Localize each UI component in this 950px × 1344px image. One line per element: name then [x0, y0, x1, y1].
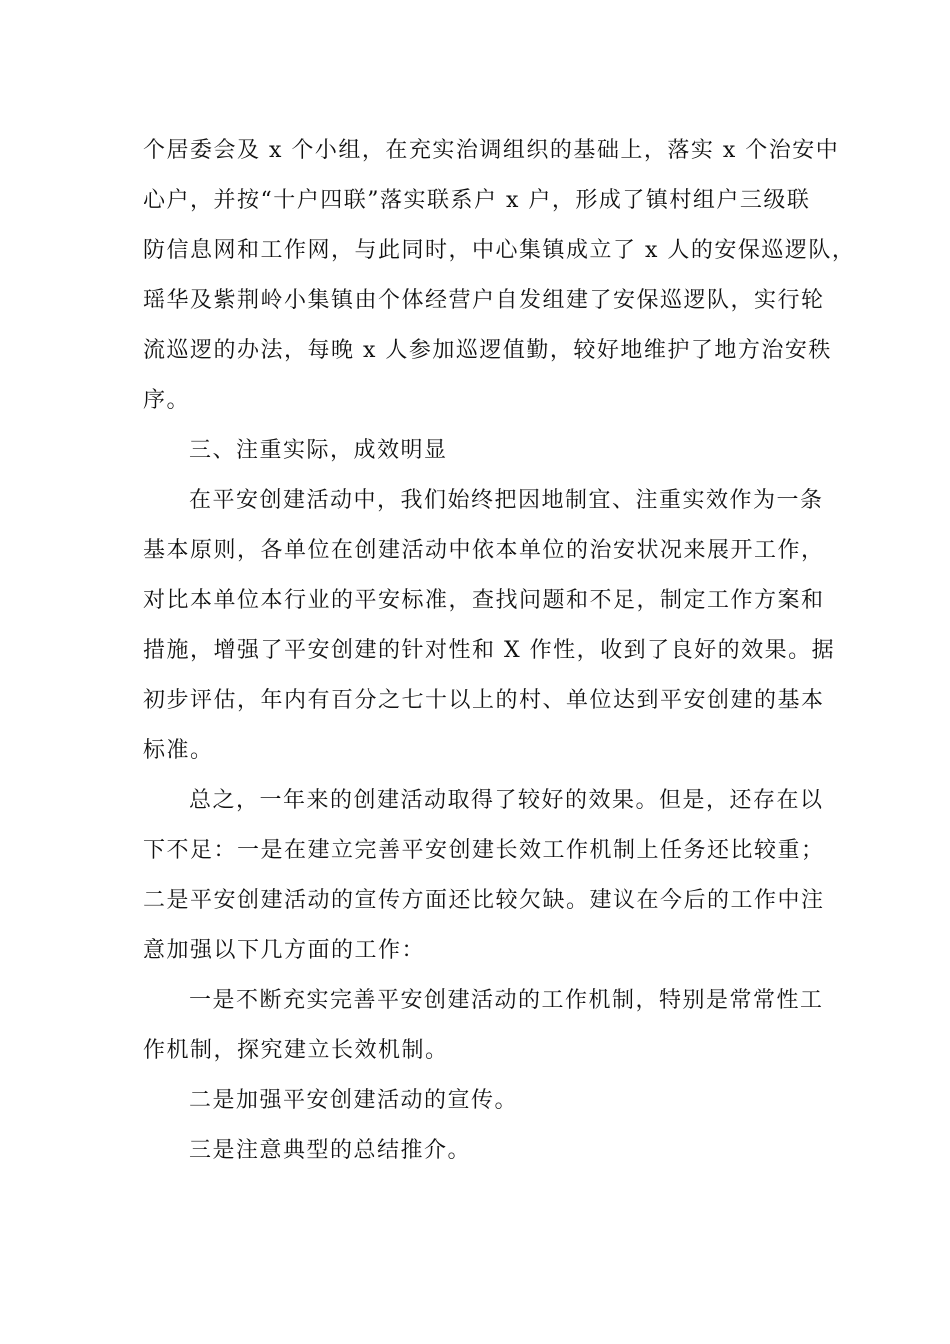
text-line: 意加强以下几方面的工作： [143, 938, 426, 963]
paragraph-p4 [143, 976, 823, 1076]
paragraph-p2 [143, 476, 836, 776]
text-line: 序。 [143, 388, 191, 413]
text-line: 瑶华及紫荆岭小集镇由个体经营户自发组建了安保巡逻队，实行轮 [143, 288, 825, 313]
text-line: 初步评估，年内有百分之七十以上的村、单位达到平安创建的基本 [143, 688, 825, 713]
section-heading [143, 426, 823, 476]
paragraph-p5 [143, 1076, 823, 1126]
text-line: 标准。 [143, 738, 214, 763]
paragraph-p6 [143, 1126, 823, 1176]
text-line: 下不足：一是在建立完善平安创建长效工作机制上任务还比较重； [143, 838, 825, 863]
text-line: 措施，增强了平安创建的针对性和 X 作性，收到了良好的效果。据 [143, 638, 836, 663]
text-line: 二是加强平安创建活动的宣传。 [189, 1088, 519, 1113]
text-line: 三是注意典型的总结推介。 [189, 1138, 472, 1163]
text-line: 心户，并按“十户四联”落实联系户 x 户，形成了镇村组户三级联 [143, 188, 811, 213]
text-line: 基本原则，各单位在创建活动中依本单位的治安状况来展开工作， [143, 538, 825, 563]
text-line: 二是平安创建活动的宣传方面还比较欠缺。建议在今后的工作中注 [143, 888, 825, 913]
text-line: 流巡逻的办法，每晚 x 人参加巡逻值勤，较好地维护了地方治安秩 [143, 338, 832, 363]
paragraph-p1 [143, 126, 856, 426]
section-heading-text: 三、注重实际，成效明显 [189, 438, 448, 463]
document-body [143, 126, 856, 1176]
paragraph-p3 [143, 776, 823, 976]
text-line: 一是不断充实完善平安创建活动的工作机制，特别是常常性工 [189, 988, 824, 1013]
text-line: 在平安创建活动中，我们始终把因地制宜、注重实效作为一条 [189, 488, 824, 513]
text-line: 对比本单位本行业的平安标准，查找问题和不足，制定工作方案和 [143, 588, 825, 613]
text-line: 防信息网和工作网，与此同时，中心集镇成立了 x 人的安保巡逻队， [143, 238, 856, 263]
text-line: 作机制，探究建立长效机制。 [143, 1038, 449, 1063]
text-line: 总之，一年来的创建活动取得了较好的效果。但是，还存在以 [189, 788, 824, 813]
text-line: 个居委会及 x 个小组，在充实治调组织的基础上，落实 x 个治安中 [143, 138, 840, 163]
